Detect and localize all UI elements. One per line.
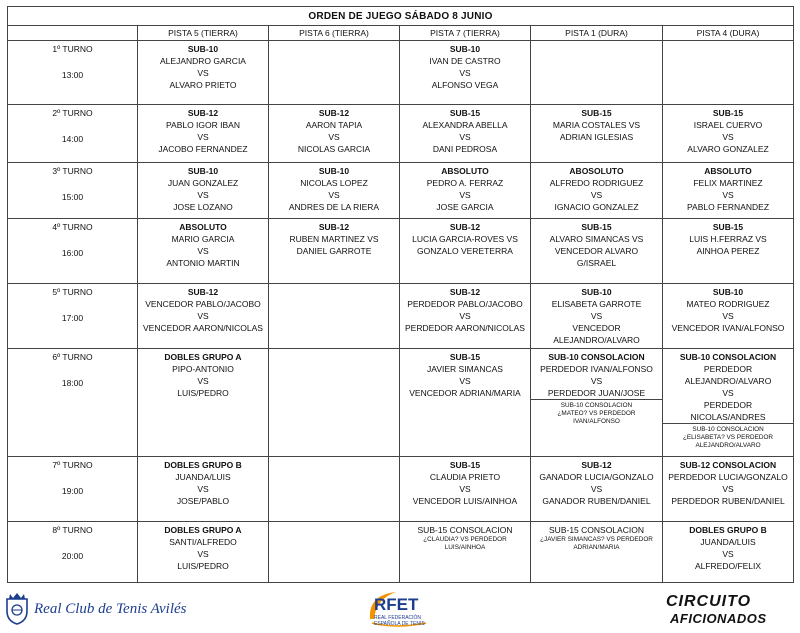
- match-line: ALFONSO VEGA: [431, 80, 499, 90]
- turno-cell: [8, 522, 138, 583]
- match-cell: [663, 457, 794, 522]
- match-line: VENCEDOR IVAN/ALFONSO: [671, 323, 785, 334]
- match-line: GONZALO VERETERRA: [417, 246, 513, 257]
- turno-cell: [8, 348, 138, 456]
- match-line: PERDEDOR AARON/NICOLAS: [405, 323, 525, 334]
- consolation-line: ¿MATEO? VS PERDEDOR: [557, 410, 636, 418]
- versus-label: VS: [722, 549, 734, 560]
- match-category: SUB-15 CONSOLACION: [417, 525, 513, 536]
- match-line: ELISABETA GARROTE: [551, 299, 642, 310]
- match-cell: [400, 41, 531, 105]
- versus-label: VS: [459, 68, 471, 78]
- match-line: LUIS H.FERRAZ VS: [689, 234, 767, 245]
- match-category: SUB-12: [449, 222, 481, 233]
- match-line: PERDEDOR RUBEN/DANIEL: [671, 496, 785, 507]
- match-line: VENCEDOR ALVARO: [554, 246, 639, 257]
- match-cell: [663, 162, 794, 219]
- versus-label: VS: [459, 311, 471, 322]
- match-category: SUB-15: [581, 107, 612, 118]
- match-category: SUB-12: [318, 107, 350, 118]
- circuito-logo: [660, 593, 790, 629]
- match-cell: [138, 104, 269, 162]
- empty-court-cell: [663, 41, 794, 105]
- versus-label: VS: [722, 311, 734, 322]
- match-cell: [269, 219, 400, 284]
- match-cell: [400, 348, 531, 456]
- turno-time: 14:00: [61, 133, 84, 144]
- match-category: SUB-12: [581, 460, 612, 471]
- versus-label: VS: [590, 311, 603, 322]
- consolation-note: [663, 424, 793, 453]
- match-main: [663, 349, 793, 424]
- match-category: ABSOLUTO: [441, 165, 489, 176]
- versus-label: VS: [722, 189, 734, 200]
- turno-cell: [8, 104, 138, 162]
- court-header-row: [8, 26, 794, 41]
- match-line: JOSE LOZANO: [173, 201, 233, 212]
- schedule-table: [7, 6, 794, 583]
- versus-label: VS: [459, 375, 471, 386]
- match-line: PERDEDOR IVAN/ALFONSO: [540, 363, 653, 374]
- match-cell: [138, 522, 269, 583]
- match-cell: [400, 219, 531, 284]
- match-category: SUB-10: [581, 287, 612, 298]
- match-line: MATEO RODRIGUEZ: [686, 299, 770, 310]
- turno-cell: [8, 162, 138, 219]
- match-line: ALEJANDRO GARCIA: [160, 56, 246, 66]
- rfet-subtitle-line: REAL FEDERACIÓN: [374, 615, 422, 621]
- match-line: LUCIA GARCIA-ROVES VS: [412, 234, 518, 245]
- consolation-line: ¿ELISABETA? VS PERDEDOR: [682, 434, 774, 442]
- match-small-note: [531, 536, 662, 552]
- versus-label: VS: [590, 484, 603, 495]
- match-cell: [663, 522, 794, 583]
- versus-label: VS: [197, 68, 209, 78]
- match-cell: [531, 284, 663, 349]
- match-category: SUB-12 CONSOLACION: [679, 460, 777, 471]
- match-category: DOBLES GRUPO B: [164, 460, 242, 471]
- consolation-line: IVAN/ALFONSO: [573, 418, 620, 426]
- match-cell: [400, 162, 531, 219]
- match-category: SUB-15 CONSOLACION: [549, 525, 644, 536]
- turno-cell: [8, 219, 138, 284]
- match-line: JOSE GARCIA: [436, 201, 494, 212]
- versus-label: VS: [197, 311, 209, 322]
- match-category: SUB-15: [712, 107, 744, 118]
- footer-logos: [0, 585, 800, 633]
- versus-label: VS: [590, 189, 603, 200]
- turno-time: 17:00: [61, 313, 84, 324]
- versus-label: VS: [459, 484, 471, 495]
- match-line: DANI PEDROSA: [432, 143, 498, 154]
- match-cell: [663, 104, 794, 162]
- versus-label: VS: [722, 484, 734, 495]
- match-line: SANTI/ALFREDO: [169, 537, 237, 548]
- match-line: ISRAEL CUERVO: [693, 119, 763, 130]
- turno-label: 6º TURNO: [52, 351, 93, 362]
- versus-label: VS: [197, 131, 209, 142]
- match-line: PERDEDOR JUAN/JOSE: [547, 387, 646, 398]
- match-category: SUB-10: [449, 44, 481, 54]
- turno-label: 4º TURNO: [52, 222, 93, 233]
- match-line: VENCEDOR ADRIAN/MARIA: [409, 387, 521, 398]
- empty-court-cell: [531, 41, 663, 105]
- match-line: PABLO IGOR IBAN: [165, 119, 240, 130]
- versus-label: VS: [197, 549, 209, 560]
- match-line: ALFREDO RODRIGUEZ: [549, 177, 644, 188]
- consolation-note: [531, 400, 662, 429]
- turno-cell: [8, 284, 138, 349]
- match-category: SUB-10: [187, 44, 219, 54]
- match-line: GANADOR RUBEN/DANIEL: [542, 496, 651, 507]
- match-cell: [138, 219, 269, 284]
- match-category: SUB-10 CONSOLACION: [548, 351, 645, 362]
- match-line: AINHOA PEREZ: [696, 246, 760, 257]
- match-cell: [138, 162, 269, 219]
- match-category: DOBLES GRUPO B: [689, 525, 767, 536]
- match-line: MARIO GARCIA: [171, 234, 235, 245]
- schedule-title: ORDEN DE JUEGO SÁBADO 8 JUNIO: [8, 7, 794, 26]
- match-cell: [531, 219, 663, 284]
- turno-time: 13:00: [61, 70, 84, 80]
- match-line: LUIS/PEDRO: [177, 387, 229, 398]
- turno-time: 16:00: [61, 248, 84, 259]
- match-line: ALFREDO/FELIX: [694, 561, 762, 572]
- match-note-line: LUIS/AINHOA: [444, 544, 486, 552]
- match-category: SUB-12: [187, 287, 219, 298]
- turno-row: [8, 348, 794, 456]
- match-category: DOBLES GRUPO A: [164, 525, 242, 536]
- turno-row: [8, 457, 794, 522]
- match-line: DANIEL GARROTE: [296, 246, 372, 257]
- turno-label: 5º TURNO: [52, 287, 93, 298]
- match-line: ALVARO GONZALEZ: [687, 143, 769, 154]
- match-cell: [400, 457, 531, 522]
- match-cell: [400, 522, 531, 583]
- turno-row: [8, 284, 794, 349]
- turno-cell: [8, 457, 138, 522]
- match-line: GANADOR LUCIA/GONZALO: [539, 472, 654, 483]
- match-line: RUBEN MARTINEZ VS: [289, 234, 379, 245]
- match-cell: [663, 348, 794, 456]
- match-line: VENCEDOR PABLO/JACOBO: [145, 299, 261, 310]
- court-header: PISTA 5 (TIERRA): [138, 26, 269, 41]
- versus-label: VS: [459, 131, 471, 142]
- match-category: SUB-10 CONSOLACION: [679, 351, 777, 362]
- match-line: JUANDA/LUIS: [175, 472, 231, 483]
- match-category: SUB-15: [581, 222, 612, 233]
- turno-label: 1º TURNO: [52, 44, 93, 54]
- match-cell: [138, 457, 269, 522]
- empty-court-cell: [269, 457, 400, 522]
- match-line: CLAUDIA PRIETO: [429, 472, 501, 483]
- match-line: ALEJANDRO/ALVARO: [553, 335, 640, 346]
- match-note-line: ¿CLAUDIA? VS PERDEDOR: [423, 536, 507, 544]
- court-header: PISTA 1 (DURA): [531, 26, 663, 41]
- turno-time: 15:00: [61, 191, 84, 202]
- match-line: FELIX MARTINEZ: [693, 177, 763, 188]
- versus-label: VS: [328, 131, 340, 142]
- match-cell: [400, 104, 531, 162]
- match-cell: [138, 41, 269, 105]
- match-line: NICOLAS LOPEZ: [300, 177, 368, 188]
- match-small-note: [400, 536, 530, 552]
- rfet-logo: [366, 589, 436, 631]
- match-category: SUB-15: [712, 222, 744, 233]
- match-category: SUB-15: [449, 351, 481, 362]
- match-cell: [663, 219, 794, 284]
- match-line: JACOBO FERNANDEZ: [158, 143, 248, 154]
- match-line: JAVIER SIMANCAS: [427, 363, 503, 374]
- versus-label: VS: [590, 375, 603, 386]
- empty-court-cell: [269, 348, 400, 456]
- match-line: G/ISRAEL: [576, 258, 617, 269]
- consolation-line: SUB-10 CONSOLACION: [692, 425, 764, 433]
- court-header: PISTA 4 (DURA): [663, 26, 794, 41]
- match-category: SUB-10: [318, 165, 350, 176]
- versus-label: VS: [197, 375, 209, 386]
- match-line: PERDEDOR: [703, 363, 753, 374]
- match-line: ANTONIO MARTIN: [166, 258, 240, 269]
- match-category: ABSOLUTO: [179, 222, 227, 233]
- schedule-sheet: [7, 6, 793, 583]
- empty-court-cell: [269, 284, 400, 349]
- match-line: IGNACIO GONZALEZ: [554, 201, 639, 212]
- match-line: ALEJANDRO/ALVARO: [684, 375, 772, 386]
- match-line: ALVARO PRIETO: [169, 80, 237, 90]
- consolation-line: SUB-10 CONSOLACION: [560, 401, 633, 409]
- match-line: PERDEDOR LUCIA/GONZALO: [668, 472, 788, 483]
- match-category: SUB-12: [318, 222, 350, 233]
- match-category: ABOSOLUTO: [569, 165, 624, 176]
- match-line: PERDEDOR PABLO/JACOBO: [407, 299, 523, 310]
- versus-label: VS: [197, 189, 209, 200]
- match-line: NICOLAS/ANDRES: [690, 411, 766, 422]
- court-header: PISTA 6 (TIERRA): [269, 26, 400, 41]
- match-line: IVAN DE CASTRO: [429, 56, 501, 66]
- circuito-text: CIRCUITO: [666, 593, 752, 610]
- club-name: Real Club de Tenis Avilés: [34, 601, 187, 617]
- match-category: ABSOLUTO: [704, 165, 752, 176]
- turno-row: [8, 41, 794, 105]
- match-line: JOSE/PABLO: [176, 496, 230, 507]
- match-line: VENCEDOR LUIS/AINHOA: [412, 496, 518, 507]
- turno-row: [8, 219, 794, 284]
- empty-court-cell: [269, 41, 400, 105]
- match-line: JUANDA/LUIS: [700, 537, 756, 548]
- match-cell: [400, 284, 531, 349]
- empty-court-cell: [269, 522, 400, 583]
- turno-row: [8, 522, 794, 583]
- club-logo: [4, 591, 224, 627]
- turno-cell: [8, 41, 138, 105]
- versus-label: VS: [328, 189, 340, 200]
- consolation-line: ALEJANDRO/ALVARO: [695, 442, 761, 450]
- match-line: JUAN GONZALEZ: [167, 177, 239, 188]
- match-category: SUB-12: [187, 107, 219, 118]
- versus-label: VS: [197, 246, 209, 257]
- match-line: PEDRO A. FERRAZ: [426, 177, 504, 188]
- turno-row: [8, 162, 794, 219]
- turno-label: 7º TURNO: [52, 460, 93, 471]
- turno-label: 8º TURNO: [52, 525, 93, 536]
- match-category: SUB-15: [449, 460, 481, 471]
- turno-time: 19:00: [61, 486, 84, 497]
- match-main: [531, 349, 662, 400]
- match-line: AARON TAPIA: [305, 119, 363, 130]
- match-line: MARIA COSTALES VS: [552, 119, 641, 130]
- match-line: NICOLAS GARCIA: [297, 143, 371, 154]
- turno-label: 2º TURNO: [52, 107, 93, 118]
- match-line: PABLO FERNANDEZ: [686, 201, 770, 212]
- versus-label: VS: [197, 484, 209, 495]
- court-header: PISTA 7 (TIERRA): [400, 26, 531, 41]
- versus-label: VS: [722, 387, 734, 398]
- versus-label: VS: [722, 131, 734, 142]
- match-line: ALVARO SIMANCAS VS: [549, 234, 644, 245]
- match-line: VENCEDOR AARON/NICOLAS: [143, 323, 263, 334]
- match-line: ANDRES DE LA RIERA: [288, 201, 380, 212]
- match-cell: [531, 162, 663, 219]
- match-note-line: ¿JAVIER SIMANCAS? VS PERDEDOR: [540, 536, 653, 544]
- match-line: ADRIAN IGLESIAS: [559, 131, 634, 142]
- aficionados-text: AFICIONADOS: [670, 611, 767, 626]
- match-cell: [269, 162, 400, 219]
- match-cell: [531, 522, 663, 583]
- match-note-line: ADRIAN/MARIA: [573, 544, 620, 552]
- match-line: PERDEDOR: [703, 399, 753, 410]
- match-category: SUB-15: [449, 107, 481, 118]
- match-category: SUB-10: [187, 165, 219, 176]
- match-cell: [531, 348, 663, 456]
- match-line: PIPO-ANTONIO: [172, 363, 234, 374]
- turno-label: 3º TURNO: [52, 165, 93, 176]
- match-cell: [138, 284, 269, 349]
- match-category: SUB-10: [712, 287, 744, 298]
- turno-time: 18:00: [61, 377, 84, 388]
- match-category: DOBLES GRUPO A: [164, 351, 242, 362]
- match-category: SUB-12: [449, 287, 481, 298]
- club-crest-icon: [4, 591, 30, 625]
- match-line: ALEXANDRA ABELLA: [422, 119, 508, 130]
- match-cell: [138, 348, 269, 456]
- turno-row: [8, 104, 794, 162]
- match-line: VENCEDOR: [572, 323, 621, 334]
- corner-cell: [8, 26, 138, 41]
- match-cell: [531, 104, 663, 162]
- rfet-subtitle-line: ESPAÑOLA DE TENIS: [374, 620, 425, 627]
- match-cell: [269, 104, 400, 162]
- match-cell: [531, 457, 663, 522]
- match-line: LUIS/PEDRO: [177, 561, 229, 572]
- turno-time: 20:00: [61, 551, 84, 562]
- rfet-subtitle: [374, 616, 425, 627]
- versus-label: VS: [459, 189, 471, 200]
- match-cell: [663, 284, 794, 349]
- rfet-text: RFET: [374, 595, 419, 614]
